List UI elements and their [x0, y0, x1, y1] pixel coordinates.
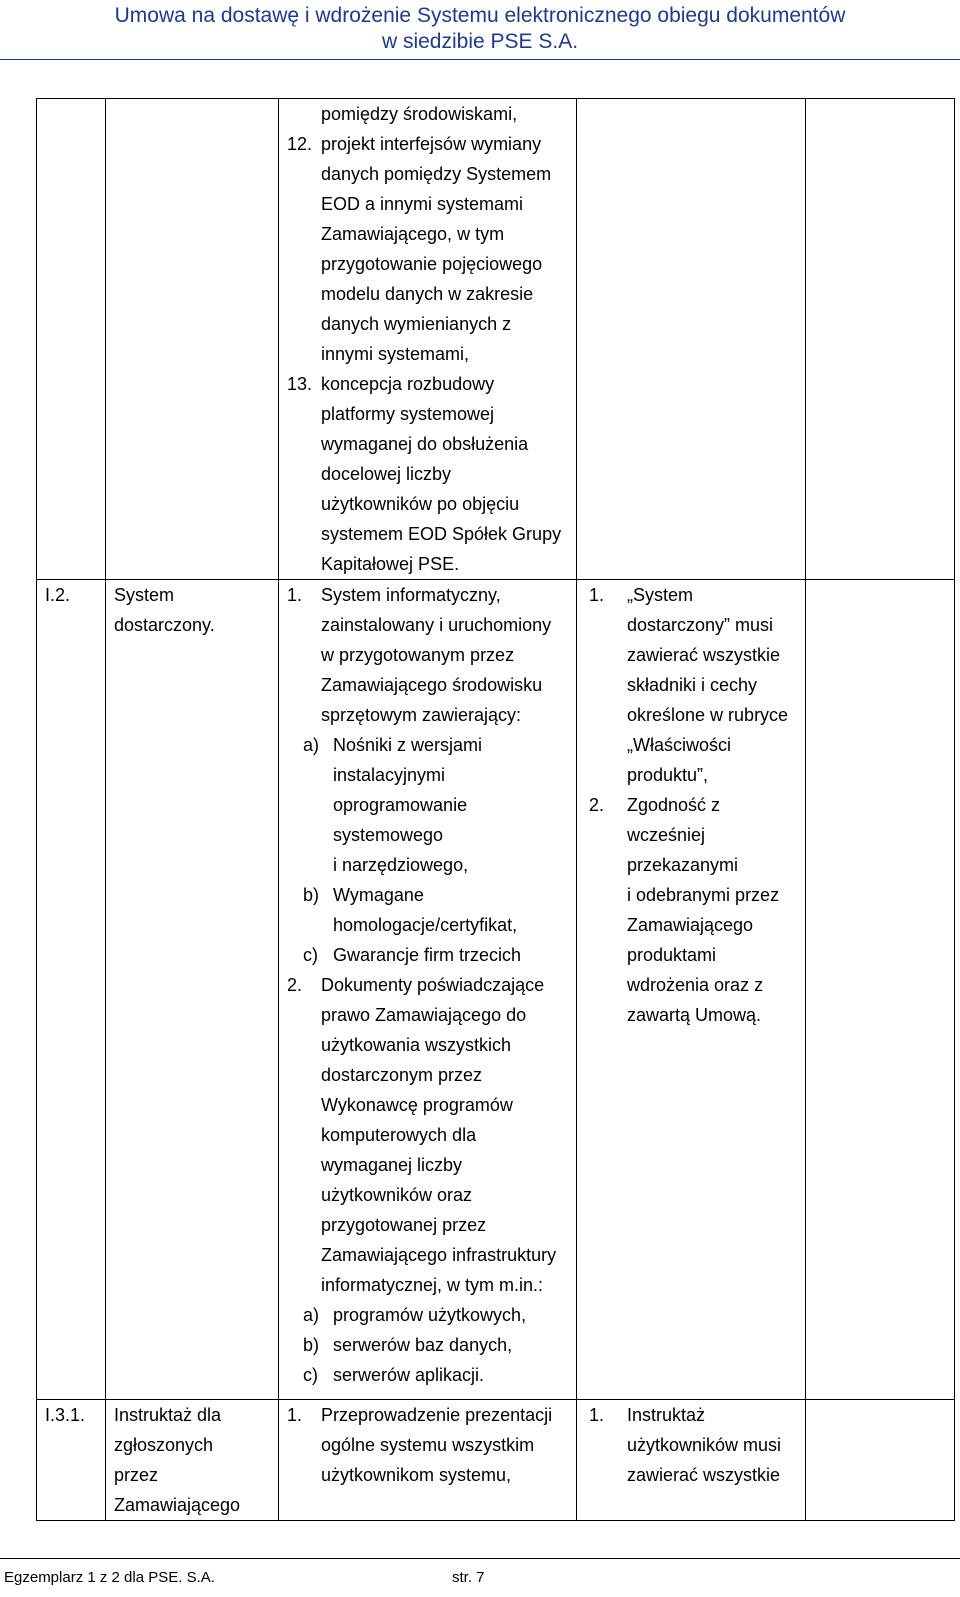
list-item-text: zawartą Umową. — [627, 1005, 762, 1025]
item-name-line: przez — [114, 1465, 159, 1485]
list-item-text: użytkowników po objęciu — [321, 494, 520, 514]
notes-cell — [806, 1400, 955, 1521]
specification-table — [36, 98, 955, 1521]
description-list-item — [287, 1400, 576, 1490]
header-title-line-2: w siedzibie PSE S.A. — [381, 30, 579, 53]
page-footer — [0, 1558, 960, 1586]
list-item-text: ogólne systemu wszystkim — [321, 1435, 535, 1455]
list-item-number: 1. — [589, 1405, 605, 1425]
table-row — [37, 1400, 955, 1521]
list-item-text: innymi systemami, — [321, 344, 470, 364]
item-name-line: zgłoszonych — [114, 1435, 214, 1455]
list-item-text: przygotowanie pojęciowego — [321, 254, 543, 274]
description-list-item — [287, 970, 576, 1390]
criteria-list-item — [589, 580, 805, 790]
acceptance-criteria-cell — [577, 580, 806, 1400]
list-item-text: danych wymienianych z — [321, 314, 512, 334]
sub-list — [303, 730, 576, 970]
sub-item-text: instalacyjnymi — [333, 765, 446, 785]
item-name-line: dostarczony. — [114, 615, 215, 635]
acceptance-criteria-cell — [577, 1400, 806, 1521]
list-item-text: dostarczonym przez — [321, 1065, 483, 1085]
description-cell — [279, 580, 577, 1400]
sub-item-text: serwerów aplikacji. — [333, 1365, 485, 1385]
list-item-text: i odebranymi przez — [627, 885, 780, 905]
list-item-text: produktami — [627, 945, 717, 965]
sub-list-item — [303, 1330, 576, 1360]
list-item-number: 13. — [287, 374, 313, 394]
list-item-text: Zamawiającego, w tym — [321, 224, 505, 244]
list-item-text: Przeprowadzenie prezentacji — [321, 1405, 553, 1425]
list-item-text: Zgodność z — [627, 795, 721, 815]
sub-item-text: i narzędziowego, — [333, 855, 469, 875]
sub-list-item — [303, 1360, 576, 1390]
list-item-number: 2. — [589, 795, 605, 815]
list-item-text: dostarczony” musi — [627, 615, 774, 635]
item-name-line: Instruktaż dla — [114, 1405, 222, 1425]
sub-item-letter: b) — [303, 1335, 320, 1355]
list-item-text: użytkowników oraz — [321, 1185, 473, 1205]
list-item-text: zawierać wszystkie — [627, 645, 781, 665]
header-title-line-1: Umowa na dostawę i wdrożenie Systemu elektronicznego obiegu dokumentów — [114, 4, 846, 27]
list-item-text: System informatyczny, — [321, 585, 501, 605]
list-item-text: Kapitałowej PSE. — [321, 554, 460, 574]
list-item-text: wcześniej — [627, 825, 706, 845]
criteria-list — [585, 580, 805, 1030]
document-header — [0, 0, 960, 60]
list-item-text: docelowej liczby — [321, 464, 452, 484]
item-number-cell — [37, 99, 106, 580]
acceptance-criteria-cell — [577, 99, 806, 580]
list-item-text: Zamawiającego środowisku — [321, 675, 543, 695]
item-name-cell — [106, 580, 279, 1400]
list-item-number: 1. — [287, 1405, 303, 1425]
list-item-text: użytkowników musi — [627, 1435, 782, 1455]
description-list — [287, 580, 576, 1390]
sub-item-text: homologacje/certyfikat, — [333, 915, 518, 935]
list-item-text: wymaganej liczby — [321, 1155, 463, 1175]
sub-list-item — [303, 730, 576, 880]
list-item-text: prawo Zamawiającego do — [321, 1005, 527, 1025]
criteria-list-item — [589, 1400, 805, 1490]
list-item-number: 2. — [287, 975, 303, 995]
sub-item-letter: c) — [303, 945, 318, 965]
sub-list — [303, 1300, 576, 1390]
sub-item-letter: a) — [303, 735, 320, 755]
sub-list-item — [303, 880, 576, 940]
list-item-text: określone w rubryce — [627, 705, 789, 725]
list-item-text: użytkowania wszystkich — [321, 1035, 512, 1055]
list-item-text: składniki i cechy — [627, 675, 758, 695]
item-name-cell — [106, 1400, 279, 1521]
item-number-cell — [37, 1400, 106, 1521]
item-number: I.3.1. — [45, 1405, 86, 1425]
table-row — [37, 99, 955, 580]
list-item-text: Wykonawcę programów — [321, 1095, 513, 1115]
description-list — [287, 129, 576, 579]
notes-cell — [806, 99, 955, 580]
description-continuation: pomiędzy środowiskami, — [321, 104, 518, 124]
list-item-text: zawierać wszystkie — [627, 1465, 781, 1485]
description-cell — [279, 99, 577, 580]
sub-item-text: oprogramowanie — [333, 795, 468, 815]
sub-item-text: Nośniki z wersjami — [333, 735, 483, 755]
notes-cell — [806, 580, 955, 1400]
list-item-text: wymaganej do obsłużenia — [321, 434, 529, 454]
table-row — [37, 580, 955, 1400]
list-item-text: koncepcja rozbudowy — [321, 374, 495, 394]
list-item-text: modelu danych w zakresie — [321, 284, 534, 304]
item-number: I.2. — [45, 585, 71, 605]
item-number-cell — [37, 580, 106, 1400]
list-item-text: Zamawiającego infrastruktury — [321, 1245, 557, 1265]
list-item-text: użytkownikom systemu, — [321, 1465, 512, 1485]
criteria-list — [585, 1400, 805, 1490]
list-item-text: EOD a innymi systemami — [321, 194, 524, 214]
list-item-text: produktu”, — [627, 765, 709, 785]
sub-item-letter: c) — [303, 1365, 318, 1385]
list-item-text: wdrożenia oraz z — [627, 975, 764, 995]
footer-page-number: str. 7 — [452, 1569, 485, 1586]
item-name-line: System — [114, 585, 175, 605]
description-list — [287, 1400, 576, 1490]
sub-list-item — [303, 1300, 576, 1330]
list-item-text: Dokumenty poświadczające — [321, 975, 545, 995]
list-item-number: 12. — [287, 134, 313, 154]
description-list-item — [287, 369, 576, 579]
list-item-text: „System — [627, 585, 694, 605]
item-name-line: Zamawiającego — [114, 1495, 241, 1515]
list-item-text: Instruktaż — [627, 1405, 706, 1425]
criteria-list-item — [589, 790, 805, 1030]
sub-item-letter: b) — [303, 885, 320, 905]
sub-item-text: Gwarancje firm trzecich — [333, 945, 522, 965]
list-item-text: komputerowych dla — [321, 1125, 477, 1145]
list-item-text: Zamawiającego — [627, 915, 754, 935]
list-item-text: projekt interfejsów wymiany — [321, 134, 542, 154]
list-item-text: systemem EOD Spółek Grupy — [321, 524, 562, 544]
sub-item-text: programów użytkowych, — [333, 1305, 527, 1325]
list-item-text: w przygotowanym przez — [321, 645, 515, 665]
list-item-text: przekazanymi — [627, 855, 739, 875]
list-item-text: przygotowanej przez — [321, 1215, 487, 1235]
description-cell — [279, 1400, 577, 1521]
description-list-item — [287, 580, 576, 970]
list-item-text: platformy systemowej — [321, 404, 495, 424]
item-name-cell — [106, 99, 279, 580]
list-item-text: zainstalowany i uruchomiony — [321, 615, 552, 635]
description-list-item — [287, 129, 576, 369]
footer-copy-note: Egzemplarz 1 z 2 dla PSE. S.A. — [4, 1569, 215, 1586]
sub-item-text: Wymagane — [333, 885, 424, 905]
sub-item-letter: a) — [303, 1305, 320, 1325]
list-item-text: informatycznej, w tym m.in.: — [321, 1275, 544, 1295]
sub-item-text: systemowego — [333, 825, 444, 845]
sub-list-item — [303, 940, 576, 970]
list-item-number: 1. — [589, 585, 605, 605]
list-item-text: „Właściwości — [627, 735, 732, 755]
list-item-number: 1. — [287, 585, 303, 605]
list-item-text: danych pomiędzy Systemem — [321, 164, 552, 184]
sub-item-text: serwerów baz danych, — [333, 1335, 513, 1355]
list-item-text: sprzętowym zawierający: — [321, 705, 522, 725]
